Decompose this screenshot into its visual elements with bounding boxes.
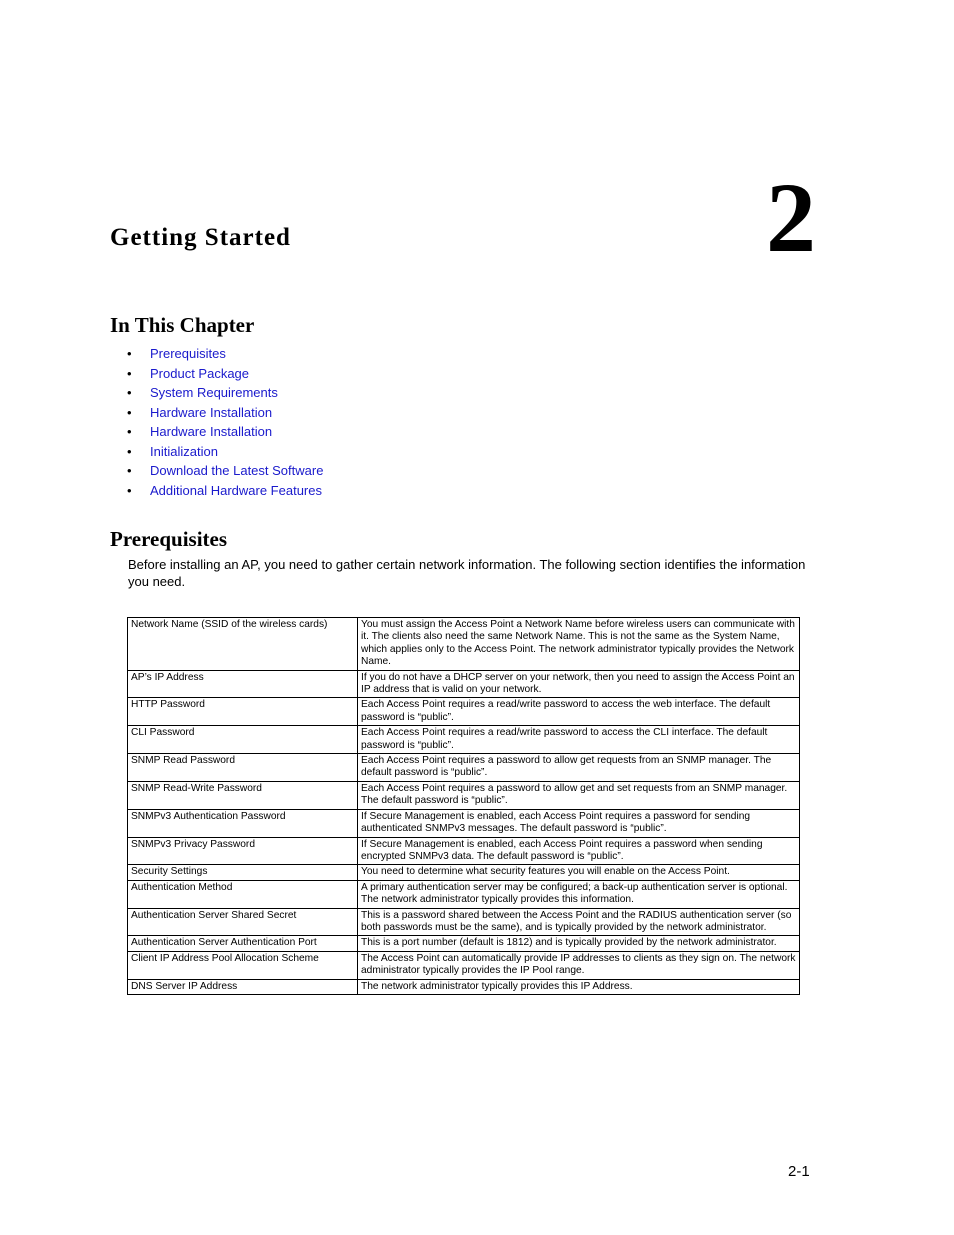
- list-item: [127, 344, 323, 364]
- table-cell-item: Client IP Address Pool Allocation Scheme: [128, 951, 358, 979]
- list-item: [127, 383, 323, 403]
- table-cell-description: You must assign the Access Point a Network Name before wireless users can communicate with it. The clients also need the same Network Name. This is not the same as the System Name, which applies only to the Access Point. The network administrator typically provides the Network Name.: [358, 618, 800, 671]
- table-cell-item: Network Name (SSID of the wireless cards): [128, 618, 358, 671]
- table-cell-item: Authentication Server Shared Secret: [128, 908, 358, 936]
- table-cell-description: This is a password shared between the Access Point and the RADIUS authentication server (so both passwords must be the same), and is typically provided by the network administrator.: [358, 908, 800, 936]
- table-cell-item: SNMPv3 Authentication Password: [128, 809, 358, 837]
- table-cell-description: Each Access Point requires a password to allow get requests from an SNMP manager. The default password is “public”.: [358, 754, 800, 782]
- table-cell-description: The Access Point can automatically provide IP addresses to clients as they sign on. The network administrator typically provides the IP Pool range.: [358, 951, 800, 979]
- table-cell-item: Authentication Method: [128, 880, 358, 908]
- in-this-chapter-heading: In This Chapter: [110, 313, 255, 337]
- page-number: 2-1: [788, 1163, 810, 1180]
- table-cell-description: Each Access Point requires a password to allow get and set requests from an SNMP manager. The default password is “public”.: [358, 781, 800, 809]
- table-cell-item: SNMPv3 Privacy Password: [128, 837, 358, 865]
- table-cell-description: If Secure Management is enabled, each Access Point requires a password for sending authenticated SNMPv3 messages. The default password is “public”.: [358, 809, 800, 837]
- table-cell-item: SNMP Read Password: [128, 754, 358, 782]
- link-hardware-installation-2[interactable]: Hardware Installation: [150, 424, 273, 439]
- table-cell-description: The network administrator typically provides this IP Address.: [358, 979, 800, 994]
- table-row: [128, 809, 800, 837]
- link-additional-hardware-features[interactable]: Additional Hardware Features: [150, 482, 322, 498]
- list-item: [127, 442, 323, 462]
- bullet: •: [127, 365, 132, 381]
- table-cell-description: Each Access Point requires a read/write password to access the web interface. The default password is “public”.: [358, 698, 800, 726]
- table-cell-description: If Secure Management is enabled, each Access Point requires a password when sending encrypted SNMPv3 data. The default password is “public”.: [358, 837, 800, 865]
- table-row: [128, 979, 800, 994]
- table-row: [128, 908, 800, 936]
- bullet: •: [127, 482, 132, 498]
- bullet: •: [127, 346, 132, 361]
- list-item: [127, 461, 323, 481]
- link-download-latest-software[interactable]: Download the Latest Software: [150, 463, 324, 478]
- table-cell-description: You need to determine what security features you will enable on the Access Point.: [358, 865, 800, 880]
- table-row: [128, 698, 800, 726]
- link-product-package[interactable]: Product Package: [150, 365, 250, 381]
- table-cell-item: DNS Server IP Address: [128, 979, 358, 994]
- table-row: [128, 951, 800, 979]
- prerequisites-table: [127, 617, 800, 995]
- chapter-number: 2: [766, 162, 816, 273]
- table-cell-item: AP’s IP Address: [128, 670, 358, 698]
- bullet: •: [127, 463, 132, 478]
- bullet: •: [127, 404, 132, 420]
- table-row: [128, 936, 800, 951]
- table-cell-item: HTTP Password: [128, 698, 358, 726]
- table-row: [128, 781, 800, 809]
- bullet: •: [127, 424, 132, 439]
- table-row: [128, 865, 800, 880]
- table-cell-item: Authentication Server Authentication Port: [128, 936, 358, 951]
- table-row: [128, 670, 800, 698]
- list-item: [127, 403, 323, 423]
- table-cell-item: Security Settings: [128, 865, 358, 880]
- bullet: •: [127, 443, 132, 459]
- table-cell-description: Each Access Point requires a read/write password to access the CLI interface. The default password is “public”.: [358, 726, 800, 754]
- bullet: •: [127, 385, 132, 400]
- chapter-title: Getting Started: [110, 224, 291, 251]
- table-row: [128, 754, 800, 782]
- link-prerequisites[interactable]: Prerequisites: [150, 346, 226, 361]
- list-item: [127, 481, 323, 501]
- table-row: [128, 837, 800, 865]
- list-item: [127, 422, 323, 442]
- prerequisites-intro: Before installing an AP, you need to gather certain network information. The following section identifies the information you need.: [128, 557, 806, 589]
- table-row: [128, 726, 800, 754]
- table-cell-description: This is a port number (default is 1812) and is typically provided by the network administrator.: [358, 936, 800, 951]
- link-initialization[interactable]: Initialization: [150, 443, 218, 459]
- table-cell-description: A primary authentication server may be configured; a back-up authentication server is optional. The network administrator typically provides this information.: [358, 880, 800, 908]
- table-row: [128, 880, 800, 908]
- list-item: [127, 364, 323, 384]
- chapter-contents-list: [127, 344, 323, 500]
- prerequisites-heading: Prerequisites: [110, 527, 228, 551]
- table-row: [128, 618, 800, 671]
- link-system-requirements[interactable]: System Requirements: [150, 385, 278, 400]
- table-cell-item: SNMP Read-Write Password: [128, 781, 358, 809]
- link-hardware-installation[interactable]: Hardware Installation: [150, 404, 273, 420]
- table-cell-description: If you do not have a DHCP server on your network, then you need to assign the Access Point an IP address that is valid on your network.: [358, 670, 800, 698]
- table-cell-item: CLI Password: [128, 726, 358, 754]
